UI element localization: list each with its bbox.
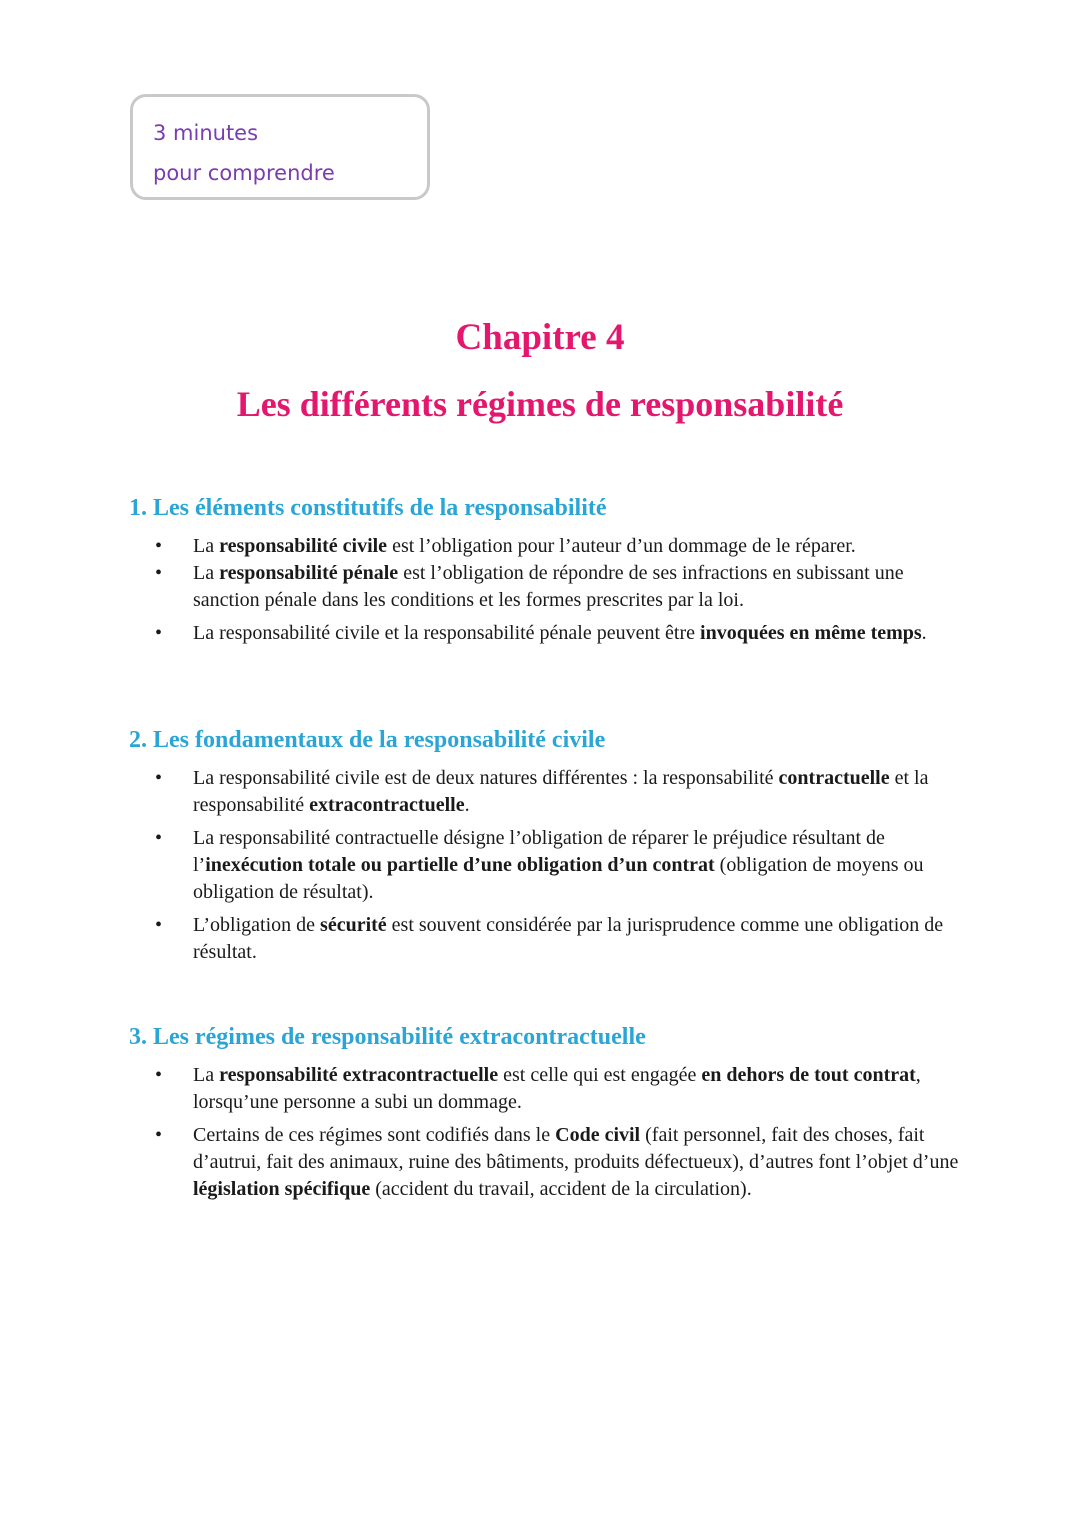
body-text: et la responsabilité	[193, 767, 929, 816]
bullet-icon: •	[155, 562, 163, 584]
section-heading: 3. Les régimes de responsabilité extracontractuelle	[129, 1024, 646, 1050]
list-item	[129, 1122, 959, 1203]
body-text: .	[921, 622, 927, 644]
body-text: La	[193, 1064, 220, 1086]
chapter-number: Chapitre 4	[455, 317, 625, 358]
emphasis-text: responsabilité pénale	[219, 562, 399, 584]
list-item	[129, 825, 959, 906]
emphasis-text: sécurité	[320, 914, 387, 936]
section-heading: 1. Les éléments constitutifs de la responsabilité	[129, 495, 607, 521]
body-text: , lorsqu’une personne a subi un dommage.	[193, 1064, 921, 1113]
emphasis-text: responsabilité extracontractuelle	[219, 1064, 499, 1086]
badge-line-1: 3 minutes	[153, 121, 259, 145]
bullet-icon: •	[155, 535, 163, 557]
section-3	[129, 1022, 959, 1203]
bullet-list	[129, 1062, 959, 1203]
list-item	[129, 620, 959, 647]
emphasis-text: invoquées en même temps	[700, 622, 922, 644]
body-text: est celle qui est engagée	[498, 1064, 702, 1086]
body-text: Certains de ces régimes sont codifiés dans le	[193, 1124, 556, 1146]
section-1	[129, 493, 959, 647]
emphasis-text: inexécution totale ou partielle d’une obligation d’un contrat	[205, 854, 715, 876]
bullet-icon: •	[155, 1124, 163, 1146]
emphasis-text: contractuelle	[778, 767, 890, 789]
bullet-list	[129, 765, 959, 966]
list-item	[129, 560, 959, 614]
emphasis-text: en dehors de tout contrat	[701, 1064, 916, 1086]
emphasis-text: législation spécifique	[193, 1178, 371, 1200]
emphasis-text: Code civil	[555, 1124, 641, 1146]
body-text: .	[464, 794, 470, 816]
bullet-icon: •	[155, 622, 163, 644]
body-text: est l’obligation de répondre de ses infractions en subissant une sanction pénale dans les conditions et les formes prescrites par la loi.	[193, 562, 904, 611]
chapter-title: Les différents régimes de responsabilité	[236, 384, 844, 424]
summary-badge	[130, 94, 430, 200]
body-text: (fait personnel, fait des choses, fait d’autrui, fait des animaux, ruine des bâtiments, produits défectueux), d’autres font l’objet d’une	[193, 1124, 959, 1173]
section-heading: 2. Les fondamentaux de la responsabilité civile	[129, 727, 606, 753]
list-item	[129, 912, 959, 966]
section-2	[129, 725, 959, 966]
chapter-header	[0, 310, 1080, 432]
bullet-icon: •	[155, 1064, 163, 1086]
body-text: (accident du travail, accident de la circulation).	[370, 1178, 752, 1200]
list-item	[129, 1062, 959, 1116]
list-item	[129, 765, 959, 819]
emphasis-text: responsabilité civile	[219, 535, 388, 557]
body-text: La responsabilité contractuelle désigne l’obligation de réparer le préjudice résultant de l’	[193, 827, 885, 876]
body-text: La responsabilité civile et la responsabilité pénale peuvent être	[193, 622, 701, 644]
list-item	[129, 533, 959, 560]
bullet-icon: •	[155, 827, 163, 849]
badge-line-2: pour comprendre	[153, 161, 335, 185]
body-text: L’obligation de	[193, 914, 321, 936]
body-text: La	[193, 562, 220, 584]
body-text: La	[193, 535, 220, 557]
body-text: est souvent considérée par la jurisprudence comme une obligation de résultat.	[193, 914, 944, 963]
bullet-list	[129, 533, 959, 647]
body-text: est l’obligation pour l’auteur d’un dommage de le réparer.	[387, 535, 856, 557]
bullet-icon: •	[155, 914, 163, 936]
emphasis-text: extracontractuelle	[309, 794, 465, 816]
body-text: La responsabilité civile est de deux natures différentes : la responsabilité	[193, 767, 779, 789]
bullet-icon: •	[155, 767, 163, 789]
body-text: (obligation de moyens ou obligation de résultat).	[193, 854, 924, 903]
